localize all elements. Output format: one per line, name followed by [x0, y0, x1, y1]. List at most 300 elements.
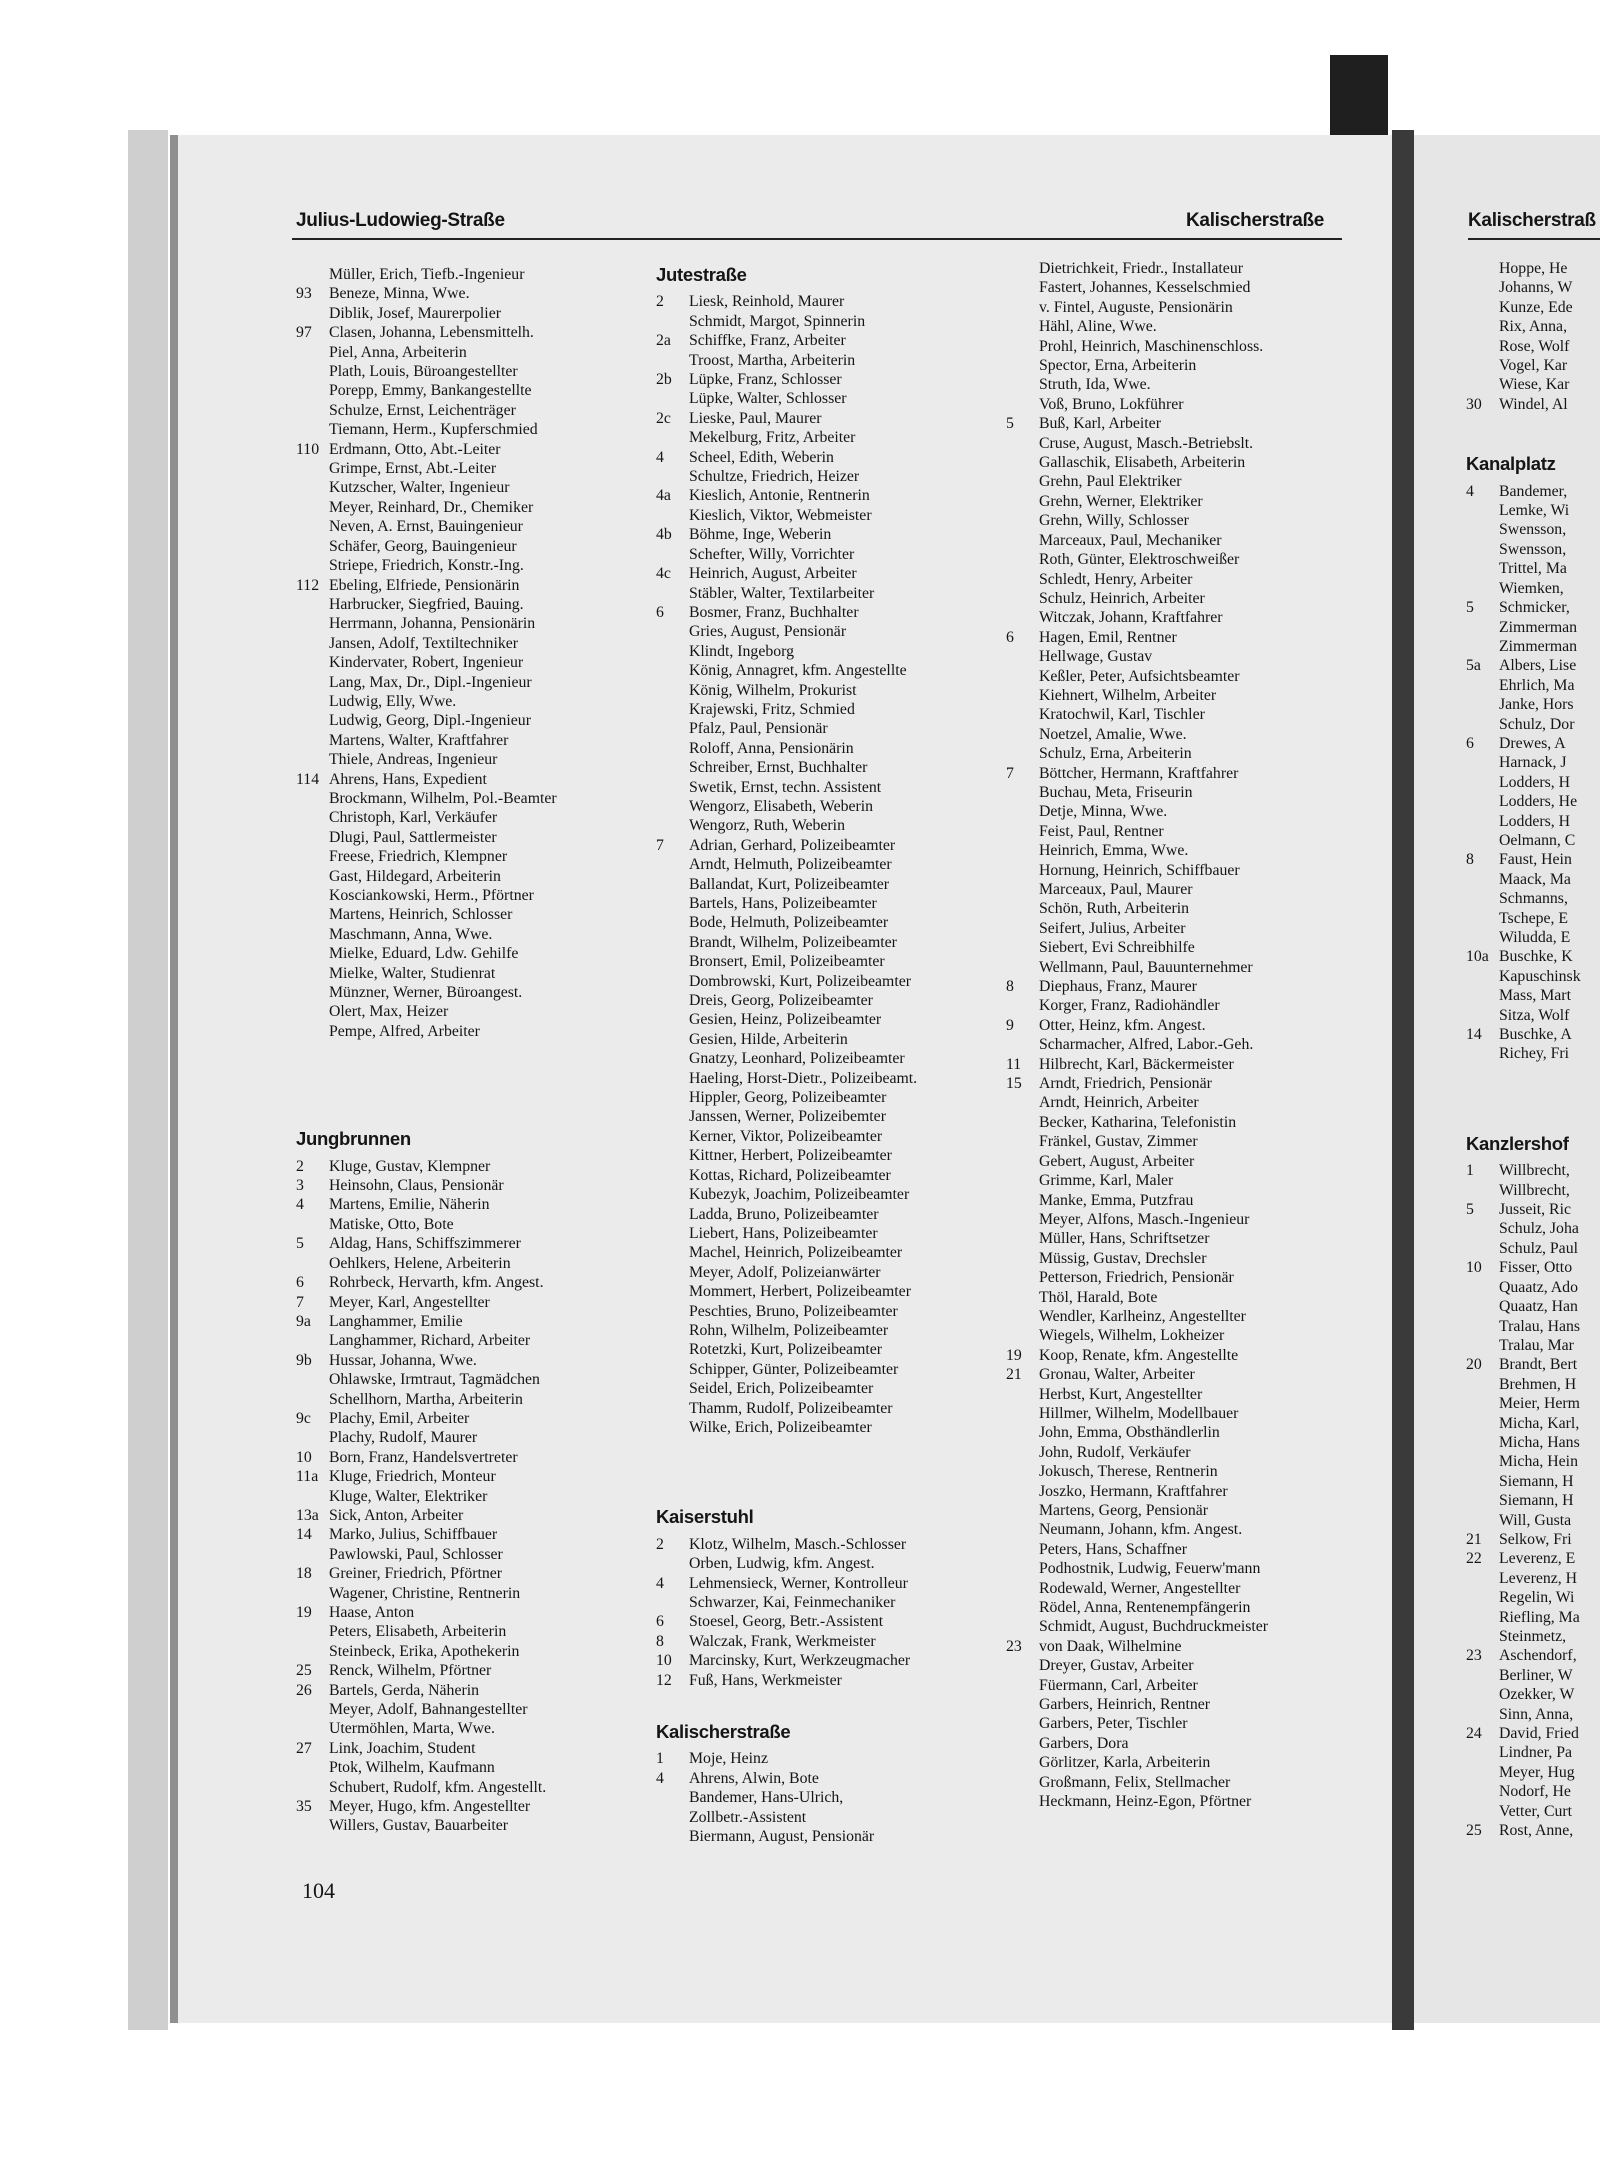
house-number: [656, 972, 689, 991]
house-number: [656, 933, 689, 952]
list-item: [1006, 841, 1346, 860]
list-item: [1466, 889, 1600, 908]
house-number: [296, 1487, 329, 1506]
house-number: [1006, 705, 1039, 724]
house-number: 19: [296, 1604, 312, 1621]
resident-entry: Peters, Elisabeth, Arbeiterin: [329, 1623, 507, 1641]
house-number: [1006, 356, 1039, 375]
resident-entry: Ludwig, Georg, Dipl.-Ingenieur: [329, 712, 531, 730]
house-number: [1006, 1191, 1039, 1210]
house-number: 14: [1466, 1026, 1482, 1044]
resident-entry: Joszko, Hermann, Kraftfahrer: [1039, 1482, 1228, 1500]
resident-entry: Micha, Karl,: [1499, 1414, 1580, 1432]
house-number: [1006, 725, 1039, 744]
resident-entry: Born, Franz, Handelsvertreter: [329, 1448, 518, 1466]
resident-entry: Freese, Friedrich, Klempner: [329, 848, 508, 866]
house-number: [1006, 1579, 1039, 1598]
house-number: [1466, 1239, 1499, 1258]
house-number: 10a: [1466, 948, 1489, 966]
street-section: [1006, 259, 1346, 1812]
house-number: [296, 1022, 329, 1041]
resident-entry: Mielke, Walter, Studienrat: [329, 964, 496, 982]
resident-entry: Brehmen, H: [1499, 1375, 1577, 1393]
house-number: [656, 1146, 689, 1165]
resident-entry: Arndt, Friedrich, Pensionär: [1039, 1075, 1212, 1093]
list-item: [656, 933, 996, 952]
list-item: [1006, 1132, 1346, 1151]
house-number: [1006, 1520, 1039, 1539]
list-item: [1466, 1044, 1600, 1063]
resident-entry: Beneze, Minna, Wwe.: [329, 285, 470, 303]
house-number: [296, 983, 329, 1002]
resident-entry: Arndt, Heinrich, Arbeiter: [1039, 1094, 1199, 1112]
house-number: [1466, 1743, 1499, 1762]
list-item: [296, 478, 636, 497]
list-item: [1006, 1074, 1346, 1093]
list-item: [1006, 608, 1346, 627]
house-number: 7: [656, 836, 664, 854]
resident-entry: Neumann, Johann, kfm. Angest.: [1039, 1521, 1243, 1539]
resident-entry: Heinrich, August, Arbeiter: [689, 565, 857, 583]
house-number: [1466, 1044, 1499, 1063]
resident-entry: Meyer, Alfons, Masch.-Ingenieur: [1039, 1210, 1250, 1228]
book-spine: [1392, 130, 1414, 2030]
house-number: 23: [1006, 1637, 1022, 1655]
resident-entry: Mass, Mart: [1499, 987, 1571, 1005]
resident-entry: Regelin, Wi: [1499, 1589, 1575, 1607]
list-item: [1466, 1452, 1600, 1471]
resident-entry: Lang, Max, Dr., Dipl.-Ingenieur: [329, 673, 532, 691]
resident-entry: Zimmerman: [1499, 637, 1578, 655]
house-number: [1006, 899, 1039, 918]
list-item: [296, 692, 636, 711]
list-item: [656, 448, 996, 467]
house-number: [656, 952, 689, 971]
list-item: [1006, 1035, 1346, 1054]
resident-entry: Gebert, August, Arbeiter: [1039, 1152, 1195, 1170]
resident-entry: Nodorf, He: [1499, 1783, 1571, 1801]
list-item: [1006, 880, 1346, 899]
list-item: [1006, 1055, 1346, 1074]
resident-entry: Koop, Renate, kfm. Angestellte: [1039, 1346, 1239, 1364]
resident-entry: Thiele, Andreas, Ingenieur: [329, 751, 498, 769]
house-number: [1466, 637, 1499, 656]
street-section: [656, 1722, 996, 1846]
resident-entry: Grimpe, Ernst, Abt.-Leiter: [329, 460, 497, 478]
resident-entry: Maschmann, Anna, Wwe.: [329, 925, 493, 943]
house-number: [1006, 1443, 1039, 1462]
resident-entry: Wiemken,: [1499, 579, 1564, 597]
list-item: [1006, 1326, 1346, 1345]
house-number: 5: [1466, 1201, 1474, 1219]
house-number: [296, 750, 329, 769]
house-number: [1466, 559, 1499, 578]
resident-entry: König, Annagret, kfm. Angestellte: [689, 662, 907, 680]
resident-entry: Seidel, Erich, Polizeibeamter: [689, 1380, 874, 1398]
list-item: [296, 1564, 636, 1583]
resident-entry: Willbrecht,: [1499, 1162, 1570, 1180]
list-item: [296, 498, 636, 517]
resident-entry: Micha, Hein: [1499, 1453, 1578, 1471]
house-number: [1006, 1559, 1039, 1578]
list-item: [656, 1769, 996, 1788]
resident-entry: Wiese, Kar: [1499, 376, 1570, 394]
list-item: [1006, 1792, 1346, 1811]
house-number: [1466, 753, 1499, 772]
house-number: [656, 1827, 689, 1846]
resident-entry: Wengorz, Elisabeth, Weberin: [689, 797, 874, 815]
street-section: [1466, 259, 1600, 414]
house-number: [1006, 511, 1039, 530]
house-number: [296, 886, 329, 905]
house-number: [1006, 1152, 1039, 1171]
house-number: [1006, 1482, 1039, 1501]
house-number: [1466, 1006, 1499, 1025]
resident-entry: Janke, Hors: [1499, 696, 1574, 714]
house-number: [1466, 1511, 1499, 1530]
house-number: [1466, 579, 1499, 598]
resident-entry: Arndt, Helmuth, Polizeibeamter: [689, 856, 892, 874]
house-number: 4a: [656, 487, 671, 505]
list-item: [296, 808, 636, 827]
house-number: 35: [296, 1798, 312, 1816]
house-number: 4: [656, 1574, 664, 1592]
list-item: [1006, 1365, 1346, 1384]
house-number: 3: [296, 1177, 304, 1195]
resident-entry: Spector, Erna, Arbeiterin: [1039, 357, 1197, 375]
list-item: [1006, 783, 1346, 802]
list-item: [1466, 1763, 1600, 1782]
house-number: [296, 653, 329, 672]
street-section: [656, 1507, 996, 1690]
list-item: [1466, 909, 1600, 928]
house-number: [296, 673, 329, 692]
directory-column-2: [656, 265, 996, 1846]
list-item: [656, 642, 996, 661]
list-item: [1466, 676, 1600, 695]
house-number: [1006, 822, 1039, 841]
list-item: [296, 284, 636, 303]
house-number: 110: [296, 440, 320, 458]
resident-entry: Faust, Hein: [1499, 851, 1572, 869]
house-number: [1466, 831, 1499, 850]
resident-entry: Hilbrecht, Karl, Bäckermeister: [1039, 1055, 1234, 1073]
list-item: [1006, 1423, 1346, 1442]
house-number: 15: [1006, 1075, 1022, 1093]
resident-entry: Hähl, Aline, Wwe.: [1039, 318, 1157, 336]
house-number: [1006, 1792, 1039, 1811]
house-number: [1466, 1452, 1499, 1471]
resident-entry: Hippler, Georg, Polizeibeamter: [689, 1089, 887, 1107]
resident-entry: Ladda, Bruno, Polizeibeamter: [689, 1205, 879, 1223]
resident-entry: Scheel, Edith, Weberin: [689, 448, 834, 466]
resident-entry: Fuß, Hans, Werkmeister: [689, 1671, 842, 1689]
list-item: [656, 913, 996, 932]
house-number: [1466, 1278, 1499, 1297]
resident-entry: Harbrucker, Siegfried, Bauing.: [329, 595, 524, 613]
list-item: [656, 855, 996, 874]
resident-entry: Ebeling, Elfriede, Pensionärin: [329, 576, 520, 594]
resident-entry: Münzner, Werner, Büroangest.: [329, 984, 523, 1002]
list-item: [1466, 598, 1600, 617]
resident-entry: Plachy, Rudolf, Maurer: [329, 1429, 478, 1447]
house-number: [296, 401, 329, 420]
resident-entry: Prohl, Heinrich, Maschinenschloss.: [1039, 337, 1264, 355]
list-item: [296, 886, 636, 905]
house-number: [296, 1719, 329, 1738]
house-number: [296, 1390, 329, 1409]
house-number: 18: [296, 1565, 312, 1583]
house-number: [1006, 531, 1039, 550]
house-number: [656, 1185, 689, 1204]
list-item: [1006, 764, 1346, 783]
resident-entry: Heinsohn, Claus, Pensionär: [329, 1177, 504, 1195]
resident-entry: Ohlawske, Irmtraut, Tagmädchen: [329, 1371, 540, 1389]
house-number: 6: [656, 603, 664, 621]
list-item: [1006, 802, 1346, 821]
resident-entry: Lodders, H: [1499, 773, 1571, 791]
resident-entry: Will, Gusta: [1499, 1511, 1572, 1529]
street-section: [1466, 1134, 1600, 1841]
list-item: [656, 603, 996, 622]
house-number: 7: [296, 1293, 304, 1311]
house-number: [1006, 802, 1039, 821]
resident-entry: Quaatz, Ado: [1499, 1278, 1578, 1296]
resident-entry: Herrmann, Johanna, Pensionärin: [329, 615, 536, 633]
house-number: 19: [1006, 1346, 1022, 1364]
resident-entry: v. Fintel, Auguste, Pensionärin: [1039, 298, 1233, 316]
list-item: [656, 292, 996, 311]
house-number: [1006, 492, 1039, 511]
house-number: [1466, 1666, 1499, 1685]
list-item: [1006, 822, 1346, 841]
list-item: [1466, 947, 1600, 966]
list-item: [656, 331, 996, 350]
house-number: [296, 381, 329, 400]
resident-entry: Struth, Ida, Wwe.: [1039, 376, 1151, 394]
resident-entry: Meyer, Hugo, kfm. Angestellter: [329, 1798, 531, 1816]
house-number: [1466, 1317, 1499, 1336]
house-number: [1006, 647, 1039, 666]
house-number: [1466, 909, 1499, 928]
list-item: [656, 1827, 996, 1846]
resident-entry: Matiske, Otto, Bote: [329, 1215, 454, 1233]
list-item: [296, 1467, 636, 1486]
resident-entry: Swensson,: [1499, 540, 1567, 558]
house-number: [296, 925, 329, 944]
house-number: [656, 719, 689, 738]
page-edge: [128, 130, 168, 2030]
list-item: [1466, 1627, 1600, 1646]
resident-entry: Lüpke, Walter, Schlosser: [689, 390, 847, 408]
list-item: [656, 1030, 996, 1049]
list-item: [1466, 259, 1600, 278]
list-item: [656, 1127, 996, 1146]
resident-entry: Garbers, Dora: [1039, 1734, 1129, 1752]
resident-entry: Meyer, Hug: [1499, 1763, 1575, 1781]
house-number: [1006, 375, 1039, 394]
resident-entry: von Daak, Wilhelmine: [1039, 1637, 1182, 1655]
resident-entry: Bosmer, Franz, Buchhalter: [689, 603, 859, 621]
list-item: [296, 517, 636, 536]
list-item: [656, 991, 996, 1010]
resident-entry: Müller, Hans, Schriftsetzer: [1039, 1230, 1210, 1248]
list-item: [656, 370, 996, 389]
page-number: 104: [302, 1878, 335, 1903]
house-number: 2: [656, 293, 664, 311]
list-item: [1466, 695, 1600, 714]
list-item: [1006, 1676, 1346, 1695]
house-number: [1466, 1685, 1499, 1704]
house-number: [656, 1127, 689, 1146]
list-item: [1466, 1025, 1600, 1044]
house-number: [1006, 570, 1039, 589]
house-number: 9a: [296, 1312, 311, 1330]
list-item: [296, 1681, 636, 1700]
list-item: [656, 1418, 996, 1437]
house-number: [656, 855, 689, 874]
house-number: [1006, 783, 1039, 802]
house-number: [1006, 880, 1039, 899]
resident-entry: Cruse, August, Masch.-Betriebslt.: [1039, 434, 1254, 452]
list-item: [1006, 899, 1346, 918]
list-item: [296, 905, 636, 924]
resident-entry: Pawlowski, Paul, Schlosser: [329, 1545, 503, 1563]
street-heading: Kalischerstraße: [656, 1721, 791, 1743]
list-item: [1006, 395, 1346, 414]
list-item: [1006, 511, 1346, 530]
list-item: [656, 1788, 996, 1807]
list-item: [1006, 1229, 1346, 1248]
list-item: [656, 1379, 996, 1398]
house-number: [1006, 919, 1039, 938]
list-item: [1466, 1782, 1600, 1801]
house-number: 27: [296, 1739, 312, 1757]
house-number: [656, 1205, 689, 1224]
resident-entry: Fränkel, Gustav, Zimmer: [1039, 1133, 1198, 1151]
resident-entry: Hillmer, Wilhelm, Modellbauer: [1039, 1404, 1239, 1422]
list-item: [296, 323, 636, 342]
resident-entry: Marko, Julius, Schiffbauer: [329, 1526, 498, 1544]
list-item: [296, 459, 636, 478]
resident-entry: Maack, Ma: [1499, 870, 1571, 888]
resident-entry: Hagen, Emil, Rentner: [1039, 628, 1177, 646]
list-item: [656, 1088, 996, 1107]
resident-entry: Brockmann, Wilhelm, Pol.-Beamter: [329, 789, 557, 807]
resident-entry: Dreis, Georg, Polizeibeamter: [689, 992, 873, 1010]
list-item: [1466, 559, 1600, 578]
resident-entry: Wiludda, E: [1499, 929, 1571, 946]
list-item: [296, 964, 636, 983]
list-item: [296, 1390, 636, 1409]
list-item: [656, 894, 996, 913]
house-number: 4c: [656, 565, 671, 583]
list-item: [656, 1302, 996, 1321]
resident-entry: Sitza, Wolf: [1499, 1006, 1570, 1024]
resident-entry: Marceaux, Paul, Maurer: [1039, 881, 1193, 898]
resident-entry: Becker, Katharina, Telefonistin: [1039, 1113, 1237, 1131]
house-number: 112: [296, 576, 320, 594]
resident-entry: Kluge, Gustav, Klempner: [329, 1157, 491, 1175]
directory-column-1: [296, 265, 636, 1836]
resident-entry: Wiegels, Wilhelm, Lokheizer: [1039, 1327, 1225, 1345]
house-number: [1006, 1385, 1039, 1404]
house-number: 25: [1466, 1822, 1482, 1840]
house-number: [656, 1360, 689, 1379]
list-item: [1006, 1152, 1346, 1171]
resident-entry: Haeling, Horst-Dietr., Polizeibeamt.: [689, 1069, 918, 1087]
resident-entry: Hoppe, He: [1499, 260, 1568, 277]
resident-entry: Schäfer, Georg, Bauingenieur: [329, 537, 517, 555]
street-section: [656, 265, 996, 1437]
list-item: [656, 1166, 996, 1185]
house-number: [1466, 317, 1499, 336]
list-item: [656, 486, 996, 505]
house-number: 21: [1006, 1366, 1022, 1384]
house-number: [1006, 1501, 1039, 1520]
resident-entry: Lindner, Pa: [1499, 1744, 1573, 1762]
resident-entry: Voß, Bruno, Lokführer: [1039, 395, 1184, 413]
list-item: [1466, 1666, 1600, 1685]
resident-entry: Troost, Martha, Arbeiterin: [689, 351, 856, 369]
resident-entry: Buchau, Meta, Friseurin: [1039, 783, 1193, 801]
resident-entry: Steinmetz,: [1499, 1628, 1567, 1645]
house-number: [656, 1808, 689, 1827]
resident-entry: Jansen, Adolf, Textiltechniker: [329, 634, 518, 652]
list-item: [656, 797, 996, 816]
house-number: [1006, 841, 1039, 860]
list-item: [1006, 492, 1346, 511]
list-item: [1006, 1210, 1346, 1229]
resident-entry: Bartels, Gerda, Näherin: [329, 1681, 480, 1699]
resident-entry: Tschepe, E: [1499, 909, 1569, 927]
house-number: [1006, 1462, 1039, 1481]
resident-entry: Schultze, Friedrich, Heizer: [689, 468, 860, 486]
house-number: [1466, 1763, 1499, 1782]
house-number: [1006, 1249, 1039, 1268]
house-number: [1006, 453, 1039, 472]
list-item: [1006, 1540, 1346, 1559]
resident-entry: Kosciankowski, Herm., Pförtner: [329, 887, 534, 904]
resident-entry: Lüpke, Franz, Schlosser: [689, 371, 842, 389]
resident-entry: David, Fried: [1499, 1725, 1579, 1743]
list-item: [1466, 928, 1600, 947]
list-item: [1006, 1482, 1346, 1501]
house-number: 9c: [296, 1409, 311, 1427]
list-item: [656, 836, 996, 855]
resident-entry: Krajewski, Fritz, Schmied: [689, 700, 855, 718]
list-item: [1466, 1258, 1600, 1277]
resident-entry: Grehn, Willy, Schlosser: [1039, 512, 1189, 530]
resident-entry: Sinn, Anna,: [1499, 1705, 1574, 1723]
house-number: [1006, 298, 1039, 317]
list-item: [296, 381, 636, 400]
resident-entry: Adrian, Gerhard, Polizeibeamter: [689, 836, 896, 854]
resident-entry: Oehlkers, Helene, Arbeiterin: [329, 1254, 511, 1272]
house-number: [296, 1428, 329, 1447]
house-number: 1: [656, 1750, 664, 1768]
resident-entry: Noetzel, Amalie, Wwe.: [1039, 725, 1187, 743]
list-item: [656, 1146, 996, 1165]
house-number: [296, 1816, 329, 1835]
resident-entry: Rix, Anna,: [1499, 318, 1568, 336]
resident-entry: Gesien, Hilde, Arbeiterin: [689, 1030, 848, 1048]
list-item: [656, 1593, 996, 1612]
list-item: [1466, 986, 1600, 1005]
house-number: [296, 634, 329, 653]
directory-column-4: [1466, 259, 1600, 1840]
list-item: [296, 944, 636, 963]
